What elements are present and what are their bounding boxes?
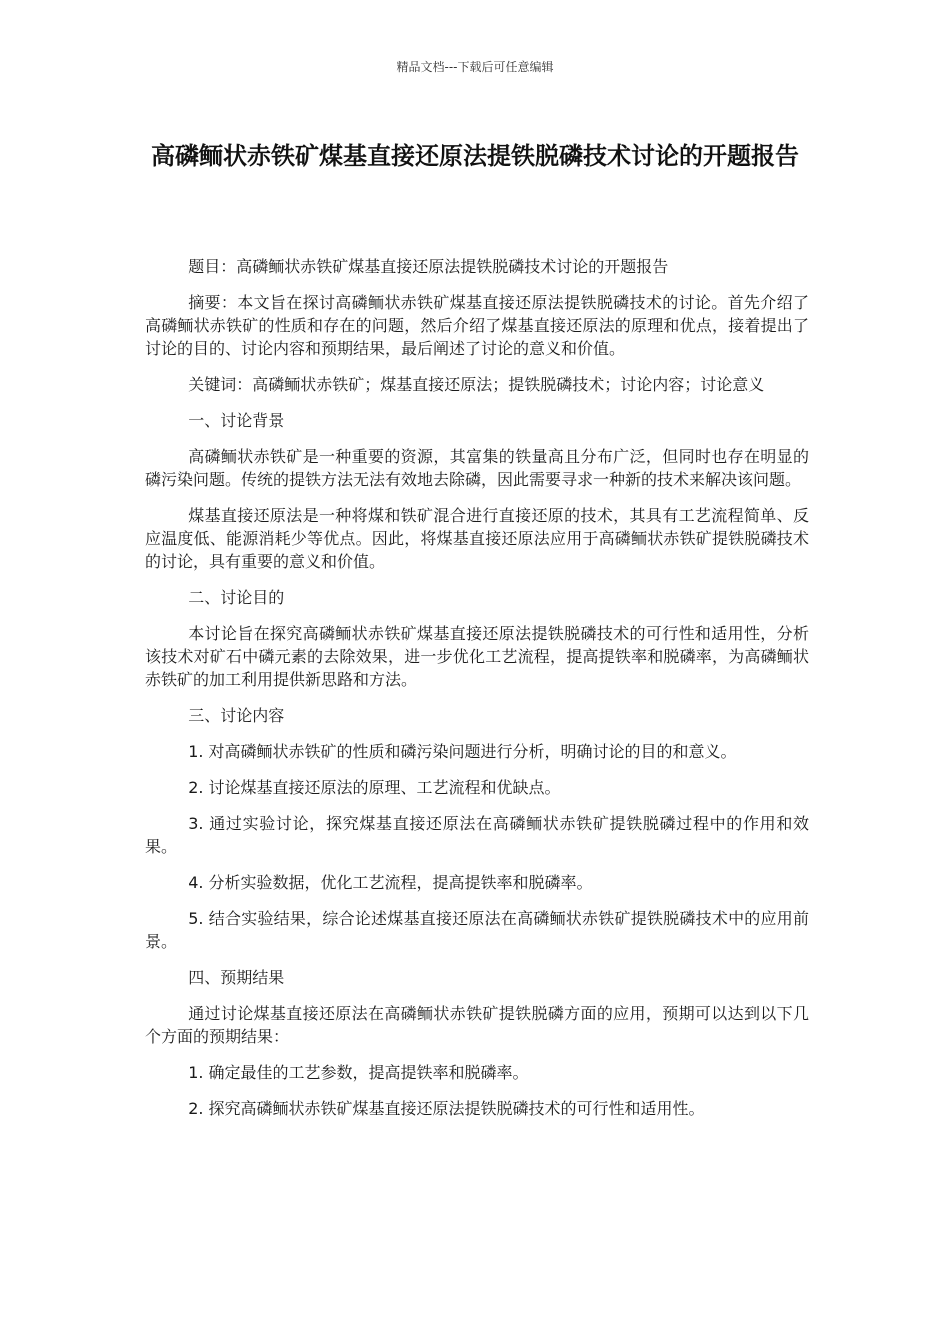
content-list-item-5: 5. 结合实验结果，综合论述煤基直接还原法在高磷鲕状赤铁矿提铁脱磷技术中的应用前景。 [145,909,809,951]
section-heading-background: 一、讨论背景 [188,411,285,430]
section-heading-purpose: 二、讨论目的 [188,588,285,607]
document-title: 高磷鲕状赤铁矿煤基直接还原法提铁脱磷技术讨论的开题报告 [151,142,799,170]
content-list-item-3: 3. 通过实验讨论，探究煤基直接还原法在高磷鲕状赤铁矿提铁脱磷过程中的作用和效果。 [145,814,809,856]
purpose-paragraph: 本讨论旨在探究高磷鲕状赤铁矿煤基直接还原法提铁脱磷技术的可行性和适用性，分析该技术对矿石中磷元素的去除效果，进一步优化工艺流程，提高提铁率和脱磷率，为高磷鲕状赤铁矿的加工利用提供新思路和方法。 [145,624,809,689]
content-list-item-2: 2. 讨论煤基直接还原法的原理、工艺流程和优缺点。 [188,778,561,797]
page-header-note: 精品文档---下载后可任意编辑 [396,60,554,74]
expected-results-intro: 通过讨论煤基直接还原法在高磷鲕状赤铁矿提铁脱磷方面的应用，预期可以达到以下几个方面的预期结果： [145,1004,809,1046]
background-paragraph-1: 高磷鲕状赤铁矿是一种重要的资源，其富集的铁量高且分布广泛，但同时也存在明显的磷污染问题。传统的提铁方法无法有效地去除磷，因此需要寻求一种新的技术来解决该问题。 [145,447,809,489]
keywords-paragraph: 关键词：高磷鲕状赤铁矿；煤基直接还原法；提铁脱磷技术；讨论内容；讨论意义 [188,375,765,394]
content-list-item-4: 4. 分析实验数据，优化工艺流程，提高提铁率和脱磷率。 [188,873,593,892]
expected-results-item-2: 2. 探究高磷鲕状赤铁矿煤基直接还原法提铁脱磷技术的可行性和适用性。 [188,1099,705,1118]
expected-results-item-1: 1. 确定最佳的工艺参数，提高提铁率和脱磷率。 [188,1063,529,1082]
document-body [145,255,809,1133]
content-list-item-1: 1. 对高磷鲕状赤铁矿的性质和磷污染问题进行分析，明确讨论的目的和意义。 [188,742,737,761]
title-line-paragraph: 题目：高磷鲕状赤铁矿煤基直接还原法提铁脱磷技术讨论的开题报告 [188,257,669,276]
section-heading-expected-results: 四、预期结果 [188,968,285,987]
abstract-paragraph: 摘要：本文旨在探讨高磷鲕状赤铁矿煤基直接还原法提铁脱磷技术的讨论。首先介绍了高磷鲕状赤铁矿的性质和存在的问题，然后介绍了煤基直接还原法的原理和优点，接着提出了讨论的目的、讨论内容和预期结果，最后阐述了讨论的意义和价值。 [145,293,809,358]
background-paragraph-2: 煤基直接还原法是一种将煤和铁矿混合进行直接还原的技术，其具有工艺流程简单、反应温度低、能源消耗少等优点。因此，将煤基直接还原法应用于高磷鲕状赤铁矿提铁脱磷技术的讨论，具有重要的意义和价值。 [145,506,809,571]
section-heading-content: 三、讨论内容 [188,706,285,725]
